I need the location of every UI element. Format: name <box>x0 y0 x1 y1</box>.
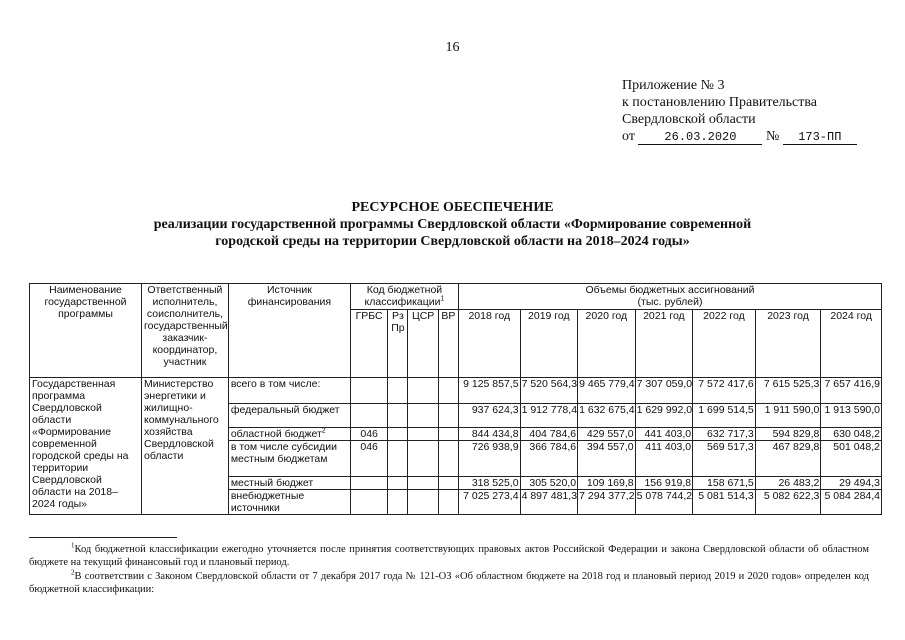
value-cell: 26 483,2 <box>755 477 821 490</box>
footnote-divider <box>29 537 177 538</box>
value-cell: 632 717,3 <box>693 428 756 441</box>
executor-cell: Министерство энергетики и жилищно-коммунального хозяйства Свердловской области <box>142 378 229 515</box>
value-cell: 1 912 778,4 <box>520 404 578 428</box>
header-code-vr: ВР <box>438 310 458 378</box>
header-executor: Ответственный исполнитель, соисполнитель, государственный заказчик-координатор, участник <box>142 284 229 378</box>
value-cell: 467 829,8 <box>755 441 821 477</box>
header-code-csr: ЦСР <box>408 310 438 378</box>
value-cell: 1 629 992,0 <box>635 404 693 428</box>
value-cell: 7 615 525,3 <box>755 378 821 404</box>
decree-number: 173-ПП <box>783 130 857 145</box>
vr-cell <box>438 428 458 441</box>
value-cell: 937 624,3 <box>459 404 521 428</box>
vr-cell <box>438 378 458 404</box>
appendix-date-line <box>622 128 857 145</box>
vr-cell <box>438 477 458 490</box>
value-cell: 158 671,5 <box>693 477 756 490</box>
header-budget-code: Код бюджетной классификации$^1$ <box>350 284 458 310</box>
grbs-cell <box>350 404 387 428</box>
source-cell: федеральный бюджет <box>228 404 350 428</box>
value-cell: 4 897 481,3 <box>520 490 578 515</box>
value-cell: 1 632 675,4 <box>578 404 636 428</box>
value-cell: 1 699 514,5 <box>693 404 756 428</box>
header-code-grbs: ГРБС <box>350 310 387 378</box>
value-cell: 394 557,0 <box>578 441 636 477</box>
document-title <box>0 199 905 250</box>
value-cell: 7 657 416,9 <box>821 378 882 404</box>
value-cell: 109 169,8 <box>578 477 636 490</box>
source-cell: внебюджетные источники <box>228 490 350 515</box>
appendix-line-3: Свердловской области <box>622 112 756 127</box>
value-cell: 441 403,0 <box>635 428 693 441</box>
header-program: Наименование государственной программы <box>30 284 142 378</box>
footnote-1: $^1$Код бюджетной классификации ежегодно уточняется после принятия соответствующих правовых актов Российской Федерации и закона Свердловской области об областном бюджете на текущий финансовый год и плановый период. <box>29 541 869 568</box>
grbs-cell: 046 <box>350 441 387 477</box>
value-cell: 5 081 514,3 <box>693 490 756 515</box>
value-cell: 594 829,8 <box>755 428 821 441</box>
appendix-line-2: к постановлению Правительства <box>622 95 818 110</box>
from-label: от <box>622 129 635 144</box>
rzpr-cell <box>388 428 408 441</box>
csr-cell <box>408 428 438 441</box>
rzpr-cell <box>388 477 408 490</box>
rzpr-cell <box>388 378 408 404</box>
csr-cell <box>408 490 438 515</box>
value-cell: 366 784,6 <box>520 441 578 477</box>
value-cell: 7 294 377,2 <box>578 490 636 515</box>
decree-date: 26.03.2020 <box>638 130 762 145</box>
header-source: Источник финансирования <box>228 284 350 378</box>
title-line-3: городской среды на территории Свердловской области на 2018–2024 годы» <box>215 234 690 249</box>
value-cell: 318 525,0 <box>459 477 521 490</box>
title-line-2: реализации государственной программы Свердловской области «Формирование современной <box>153 217 752 232</box>
value-cell: 9 465 779,4 <box>578 378 636 404</box>
header-volumes: Объемы бюджетных ассигнований (тыс. рублей) <box>459 284 882 310</box>
vr-cell <box>438 490 458 515</box>
value-cell: 1 913 590,0 <box>821 404 882 428</box>
value-cell: 7 025 273,4 <box>459 490 521 515</box>
table-row <box>30 378 882 404</box>
value-cell: 1 911 590,0 <box>755 404 821 428</box>
number-label: № <box>765 129 780 144</box>
appendix-block <box>622 77 857 145</box>
csr-cell <box>408 441 438 477</box>
resource-table <box>29 283 882 515</box>
value-cell: 411 403,0 <box>635 441 693 477</box>
value-cell: 156 919,8 <box>635 477 693 490</box>
value-cell: 5 084 284,4 <box>821 490 882 515</box>
value-cell: 569 517,3 <box>693 441 756 477</box>
footnote-2: $^2$В соответствии с Законом Свердловской области от 7 декабря 2017 года № 121-ОЗ «Об областном бюджете на 2018 год и плановый период 2019 и 2020 годов» определен код бюджетной классификации: <box>29 568 869 595</box>
value-cell: 429 557,0 <box>578 428 636 441</box>
value-cell: 844 434,8 <box>459 428 521 441</box>
csr-cell <box>408 477 438 490</box>
header-year: 2018 год <box>459 310 521 378</box>
header-year: 2023 год <box>755 310 821 378</box>
vr-cell <box>438 441 458 477</box>
csr-cell <box>408 378 438 404</box>
header-year: 2021 год <box>635 310 693 378</box>
vr-cell <box>438 404 458 428</box>
header-year: 2019 год <box>520 310 578 378</box>
rzpr-cell <box>388 490 408 515</box>
grbs-cell <box>350 477 387 490</box>
appendix-line-1: Приложение № 3 <box>622 78 725 93</box>
value-cell: 7 307 059,0 <box>635 378 693 404</box>
header-year: 2022 год <box>693 310 756 378</box>
value-cell: 726 938,9 <box>459 441 521 477</box>
page-number: 16 <box>445 40 460 55</box>
value-cell: 5 078 744,2 <box>635 490 693 515</box>
rzpr-cell <box>388 441 408 477</box>
source-cell: местный бюджет <box>228 477 350 490</box>
value-cell: 9 125 857,5 <box>459 378 521 404</box>
header-year: 2024 год <box>821 310 882 378</box>
value-cell: 501 048,2 <box>821 441 882 477</box>
value-cell: 305 520,0 <box>520 477 578 490</box>
value-cell: 5 082 622,3 <box>755 490 821 515</box>
value-cell: 404 784,6 <box>520 428 578 441</box>
value-cell: 630 048,2 <box>821 428 882 441</box>
source-cell: областной бюджет$^2$ <box>228 428 350 441</box>
rzpr-cell <box>388 404 408 428</box>
source-cell: в том числе субсидии местным бюджетам <box>228 441 350 477</box>
header-code-rzpr: Рз Пр <box>388 310 408 378</box>
source-cell: всего в том числе: <box>228 378 350 404</box>
value-cell: 7 572 417,6 <box>693 378 756 404</box>
header-year: 2020 год <box>578 310 636 378</box>
value-cell: 29 494,3 <box>821 477 882 490</box>
program-name-cell: Государственная программа Свердловской области «Формирование современной городской среды на территории Свердловской области на 2018–2024 годы» <box>30 378 142 515</box>
title-line-1: РЕСУРСНОЕ ОБЕСПЕЧЕНИЕ <box>351 200 554 215</box>
grbs-cell: 046 <box>350 428 387 441</box>
csr-cell <box>408 404 438 428</box>
grbs-cell <box>350 378 387 404</box>
grbs-cell <box>350 490 387 515</box>
value-cell: 7 520 564,3 <box>520 378 578 404</box>
